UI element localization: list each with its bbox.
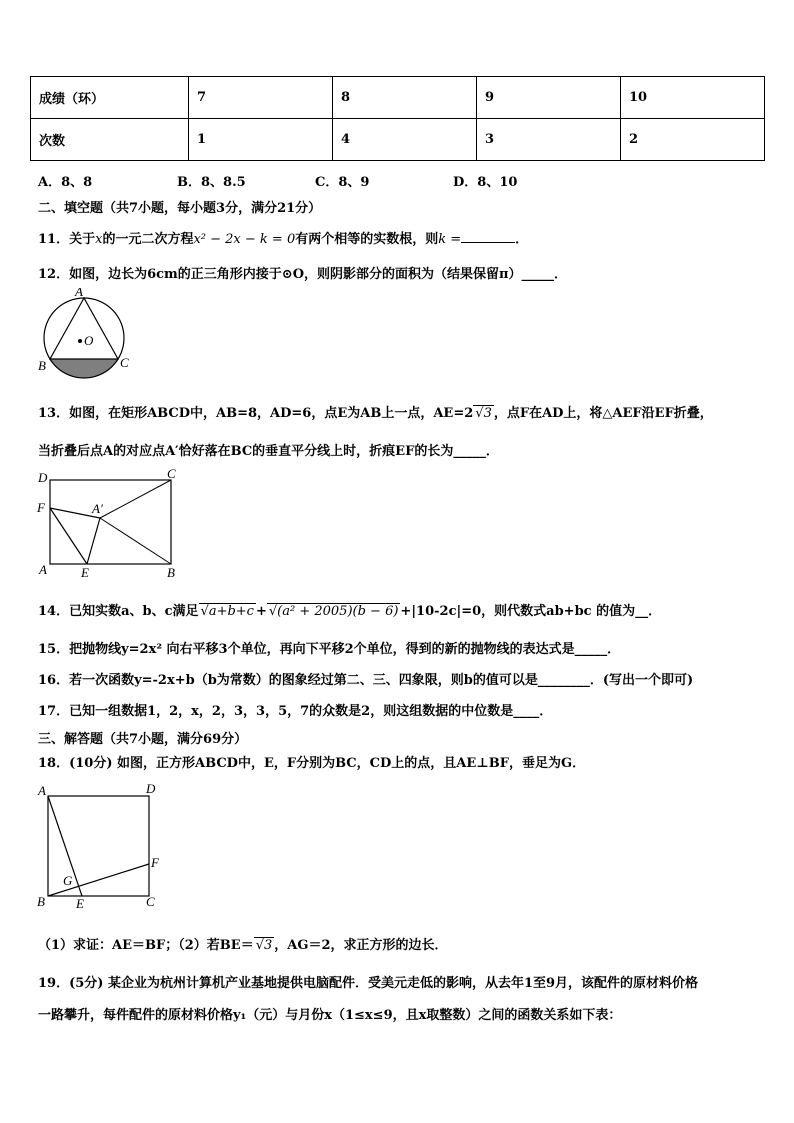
q11-mid: 的一元二次方程 — [102, 232, 194, 247]
label-a: A — [39, 562, 47, 577]
section-3-header: 三、解答题（共7小题，满分69分） — [38, 732, 248, 747]
segment-a-c — [100, 480, 171, 518]
q18-sub-pre: （1）求证：AE＝BF；（2）若BE＝ — [38, 938, 254, 953]
q13-sqrt: √3 — [475, 406, 492, 421]
q11-var: x — [95, 232, 103, 247]
table-row — [31, 119, 765, 161]
answer-blank — [461, 230, 515, 243]
label-d: D — [38, 470, 48, 485]
q11-k: k = — [438, 232, 462, 247]
table-cell: 成绩（环） — [31, 77, 189, 119]
q14-radicand-2: (a² + 2005)(b − 6) — [277, 604, 399, 619]
rectangle-abcd — [50, 480, 171, 564]
table-cell: 2 — [621, 119, 765, 161]
q14-sqrt-1: √a+b+c — [200, 604, 254, 619]
crease-ef — [50, 508, 87, 564]
q11-pre: 11．关于 — [38, 232, 96, 247]
label-b: B — [37, 894, 45, 909]
q18-sub-post: ，AG＝2，求正方形的边长． — [274, 938, 448, 953]
label-f: F — [151, 855, 159, 870]
label-e: E — [81, 565, 89, 580]
q13-post: ，点F在AD上，将△AEF沿EF折叠， — [493, 406, 713, 421]
q14-plus: + — [255, 604, 267, 619]
question-16: 16．若一次函数y=-2x+b（b为常数）的图象经过第二、三、四象限，则b的值可以是________．(写出一个即可) — [38, 673, 694, 688]
q14-radicand-1: a+b+c — [208, 604, 254, 619]
table-row — [31, 77, 765, 119]
q13-sqrt-value: 3 — [483, 406, 492, 421]
fold-triangle — [50, 508, 100, 564]
q18-figure — [34, 781, 169, 911]
q13-figure — [34, 466, 184, 581]
question-14 — [38, 600, 661, 619]
q14-post: +|10-2c|=0，则代数式ab+bc 的值为__． — [400, 604, 662, 619]
label-g: G — [63, 873, 73, 888]
label-c: C — [120, 355, 129, 370]
table-cell: 3 — [477, 119, 621, 161]
q11-equation: x² − 2x − k = 0 — [193, 232, 296, 247]
question-12: 12．如图，边长为6cm的正三角形内接于⊙O，则阴影部分的面积为（结果保留π）_____． — [38, 267, 568, 282]
score-table — [30, 76, 765, 161]
question-13-line-1 — [38, 402, 713, 421]
q12-figure — [34, 288, 134, 386]
label-a: A — [75, 288, 83, 299]
label-a-prime: A′ — [92, 501, 103, 516]
q14-sqrt-2: √(a² + 2005)(b − 6) — [268, 604, 399, 619]
q18-sqrt: √3 — [255, 938, 273, 953]
table-cell: 次数 — [31, 119, 189, 161]
label-c: C — [146, 894, 155, 909]
table-cell: 1 — [189, 119, 333, 161]
shaded-segment — [34, 359, 134, 386]
question-18: 18．(10分) 如图，正方形ABCD中，E，F分别为BC，CD上的点，且AE⊥BF，垂足为G． — [38, 756, 586, 771]
center-point — [78, 339, 82, 343]
q14-pre: 14．已知实数a、b、c满足 — [38, 604, 199, 619]
option-c: C．8、9 — [315, 175, 370, 190]
q13-pre: 13．如图，在矩形ABCD中，AB=8，AD=6，点E为AB上一点，AE=2 — [38, 406, 474, 421]
label-c: C — [167, 466, 176, 481]
table-cell: 7 — [189, 77, 333, 119]
label-a: A — [38, 783, 46, 798]
question-13-line-2: 当折叠后点A的对应点A′恰好落在BC的垂直平分线上时，折痕EF的长为_____． — [38, 444, 499, 459]
triangle-abc — [50, 298, 118, 359]
option-a: A．8、8 — [38, 175, 93, 190]
question-19-line-1: 19．(5分) 某企业为杭州计算机产业基地提供电脑配件．受美元走低的影响，从去年1至9月，该配件的原材料价格 — [38, 976, 699, 991]
label-e: E — [76, 896, 84, 911]
question-19-line-2: 一路攀升，每件配件的原材料价格y₁（元）与月份x（1≤x≤9，且x取整数）之间的函数关系如下表： — [38, 1008, 622, 1023]
segment-a-b — [100, 518, 171, 564]
table-cell: 10 — [621, 77, 765, 119]
option-b: B．8、8.5 — [177, 175, 246, 190]
table-cell: 8 — [333, 77, 477, 119]
label-d: D — [146, 781, 156, 796]
option-d: D．8、10 — [453, 175, 518, 190]
q18-sqrt-value: 3 — [264, 938, 273, 953]
q11-end: ． — [515, 232, 529, 247]
question-11 — [38, 228, 528, 247]
label-b: B — [38, 358, 46, 373]
label-f: F — [37, 500, 45, 515]
label-o: O — [84, 333, 94, 348]
question-17: 17．已知一组数据1，2，x，2，3，3，5，7的众数是2，则这组数据的中位数是____． — [38, 704, 553, 719]
question-15: 15．把抛物线y=2x² 向右平移3个单位，再向下平移2个单位，得到的新的抛物线的表达式是_____． — [38, 642, 621, 657]
question-18-subparts — [38, 934, 448, 953]
q11-post: 有两个相等的实数根，则 — [295, 232, 439, 247]
table-cell: 4 — [333, 119, 477, 161]
table-cell: 9 — [477, 77, 621, 119]
label-b: B — [167, 565, 175, 580]
section-2-header: 二、填空题（共7小题，每小题3分，满分21分） — [38, 201, 322, 216]
